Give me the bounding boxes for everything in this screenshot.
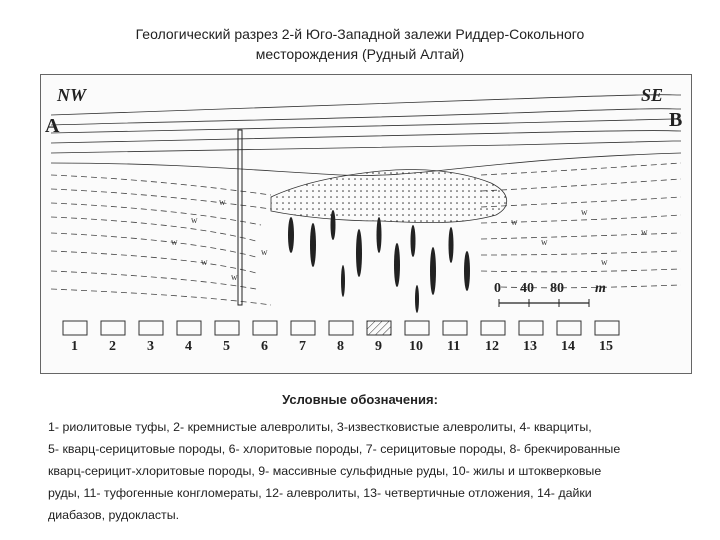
legend-line-1: 1- риолитовые туфы, 2- кремнистые алевролиты, 3-известковистые алевролиты, 4- кварциты,	[48, 420, 592, 434]
legend-number-3: 3	[147, 339, 154, 354]
legend-heading: Условные обозначения:	[282, 392, 438, 407]
scale-label-80: 80	[550, 281, 564, 296]
direction-nw: NW	[57, 85, 87, 105]
scale-label-m: m	[595, 281, 606, 296]
stockwork-veins	[288, 210, 470, 313]
svg-text:w: w	[581, 207, 588, 217]
svg-text:w: w	[511, 217, 518, 227]
title-line-1: Геологический разрез 2-й Юго-Западной залежи Риддер-Сокольного	[135, 26, 585, 42]
legend-number-5: 5	[223, 339, 230, 354]
svg-text:w: w	[541, 237, 548, 247]
geological-section	[40, 74, 692, 374]
legend-number-11: 11	[447, 339, 461, 354]
section-drawing	[41, 75, 691, 373]
legend-number-15: 15	[599, 339, 613, 354]
legend-number-12: 12	[485, 339, 499, 354]
legend-line-4: руды, 11- туфогенные конгломераты, 12- алевролиты, 13- четвертичные отложения, 14- дайки	[48, 486, 592, 500]
legend-number-8: 8	[337, 339, 344, 354]
ore-body-breccia-zone	[271, 170, 507, 223]
svg-text:w: w	[171, 237, 178, 247]
svg-text:w: w	[261, 247, 268, 257]
diabase-dike	[238, 130, 242, 305]
legend-line-2: 5- кварц-серицитовые породы, 6- хлоритовые породы, 7- серицитовые породы, 8- брекчированные	[48, 442, 621, 456]
legend-number-7: 7	[299, 339, 306, 354]
svg-text:w: w	[601, 257, 608, 267]
svg-text:w: w	[201, 257, 208, 267]
legend-number-10: 10	[409, 339, 423, 354]
legend-number-13: 13	[523, 339, 537, 354]
legend-number-2: 2	[109, 339, 116, 354]
direction-se: SE	[641, 85, 664, 105]
scale-label-0: 0	[494, 281, 501, 296]
svg-text:w: w	[191, 215, 198, 225]
point-b: B	[669, 109, 683, 131]
scale-bar	[499, 299, 589, 307]
point-a: A	[45, 115, 60, 137]
legend-number-9: 9	[375, 339, 382, 354]
figure-title	[60, 24, 660, 64]
svg-text:w: w	[219, 197, 226, 207]
legend-number-6: 6	[261, 339, 268, 354]
legend-boxes	[63, 321, 619, 335]
legend-description	[48, 416, 708, 526]
scale-label-40: 40	[520, 281, 534, 296]
legend-number-4: 4	[185, 339, 192, 354]
title-line-2: месторождения (Рудный Алтай)	[255, 46, 465, 62]
legend-number-1: 1	[71, 339, 78, 354]
svg-text:w: w	[641, 227, 648, 237]
svg-text:w: w	[231, 272, 238, 282]
legend-number-14: 14	[561, 339, 575, 354]
upper-layers	[51, 95, 681, 176]
legend-line-3: кварц-серицит-хлоритовые породы, 9- массивные сульфидные руды, 10- жилы и штокверковые	[48, 464, 602, 478]
legend-line-5: диабазов, рудокласты.	[48, 508, 180, 522]
